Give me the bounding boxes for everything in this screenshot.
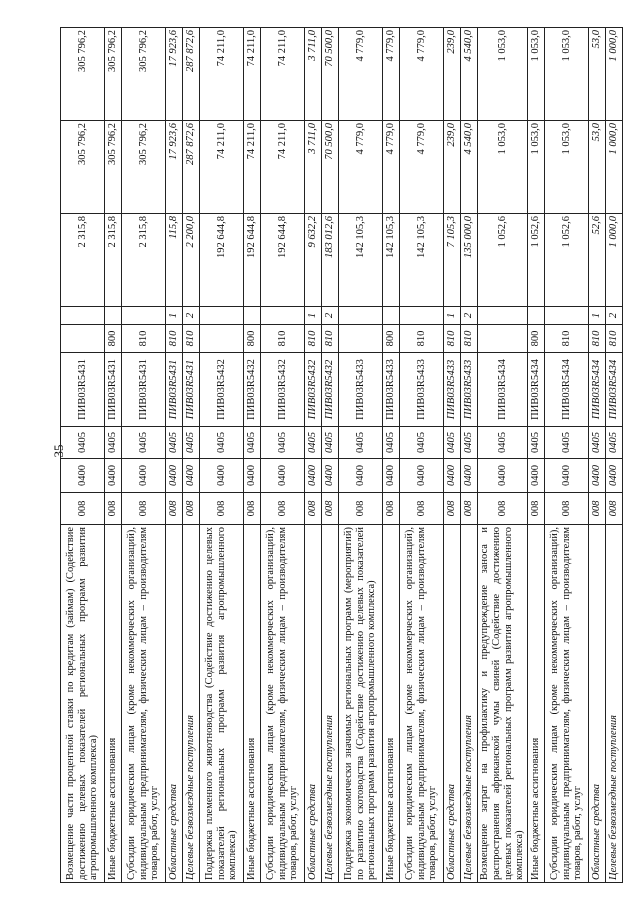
gr-code: 008 xyxy=(305,493,322,525)
podrazdel-code: 0405 xyxy=(444,427,461,459)
amount-year-1: 115,8 xyxy=(166,214,183,307)
amount-year-1: 142 105,3 xyxy=(383,214,400,307)
expense-type-code: 800 xyxy=(383,325,400,353)
expense-type-code xyxy=(200,325,244,353)
target-article-code: ПИВ03R5431 xyxy=(122,353,166,427)
budget-table-container xyxy=(60,28,620,883)
gr-code: 008 xyxy=(545,493,589,525)
amount-year-1: 192 644,8 xyxy=(244,214,261,307)
target-article-code: ПИВ03R5433 xyxy=(339,353,383,427)
gr-code: 008 xyxy=(383,493,400,525)
podrazdel-code: 0405 xyxy=(261,427,305,459)
table-row xyxy=(61,28,105,883)
amount-year-3: 74 211,0 xyxy=(261,28,305,121)
podrazdel-code: 0405 xyxy=(105,427,122,459)
table-row xyxy=(244,28,261,883)
razdel-code: 0400 xyxy=(166,459,183,493)
table-row xyxy=(545,28,589,883)
source-code xyxy=(545,307,589,325)
amount-year-1: 52,6 xyxy=(589,214,606,307)
expense-type-code: 810 xyxy=(589,325,606,353)
table-row xyxy=(606,28,623,883)
amount-year-2: 239,0 xyxy=(444,121,461,214)
row-name: Иные бюджетные ассигнования xyxy=(383,525,400,883)
amount-year-2: 70 500,0 xyxy=(322,121,339,214)
table-row xyxy=(444,28,461,883)
source-code: 2 xyxy=(461,307,478,325)
gr-code: 008 xyxy=(244,493,261,525)
amount-year-2: 1 000,0 xyxy=(606,121,623,214)
amount-year-3: 239,0 xyxy=(444,28,461,121)
source-code: 1 xyxy=(305,307,322,325)
source-code xyxy=(200,307,244,325)
amount-year-1: 135 000,0 xyxy=(461,214,478,307)
amount-year-2: 4 779,0 xyxy=(400,121,444,214)
amount-year-3: 1 053,0 xyxy=(545,28,589,121)
expense-type-code: 810 xyxy=(305,325,322,353)
podrazdel-code: 0405 xyxy=(200,427,244,459)
gr-code: 008 xyxy=(606,493,623,525)
row-name: Субсидии юридическим лицам (кроме некоммерческих организаций), индивидуальным предпринимателям, физическим лицам – производителям товаров, работ, услуг xyxy=(122,525,166,883)
gr-code: 008 xyxy=(339,493,383,525)
expense-type-code: 810 xyxy=(122,325,166,353)
expense-type-code: 810 xyxy=(545,325,589,353)
gr-code: 008 xyxy=(200,493,244,525)
source-code xyxy=(383,307,400,325)
amount-year-3: 4 779,0 xyxy=(383,28,400,121)
amount-year-2: 4 779,0 xyxy=(383,121,400,214)
target-article-code: ПИВ03R5433 xyxy=(444,353,461,427)
target-article-code: ПИВ03R5434 xyxy=(589,353,606,427)
row-name: Поддержка племенного животноводства (Содействие достижению целевых показателей региональных программ развития агропромышленного комплекса) xyxy=(200,525,244,883)
row-name: Целевые безвозмездные поступления xyxy=(322,525,339,883)
podrazdel-code: 0405 xyxy=(122,427,166,459)
gr-code: 008 xyxy=(589,493,606,525)
podrazdel-code: 0405 xyxy=(61,427,105,459)
table-row xyxy=(261,28,305,883)
target-article-code: ПИВ03R5431 xyxy=(166,353,183,427)
razdel-code: 0400 xyxy=(261,459,305,493)
table-row xyxy=(122,28,166,883)
source-code xyxy=(244,307,261,325)
podrazdel-code: 0405 xyxy=(183,427,200,459)
table-row xyxy=(339,28,383,883)
table-row xyxy=(322,28,339,883)
amount-year-1: 2 315,8 xyxy=(122,214,166,307)
razdel-code: 0400 xyxy=(545,459,589,493)
target-article-code: ПИВ03R5434 xyxy=(528,353,545,427)
source-code xyxy=(400,307,444,325)
amount-year-3: 70 500,0 xyxy=(322,28,339,121)
target-article-code: ПИВ03R5432 xyxy=(200,353,244,427)
source-code xyxy=(528,307,545,325)
amount-year-2: 1 053,0 xyxy=(545,121,589,214)
row-name: Целевые безвозмездные поступления xyxy=(461,525,478,883)
source-code: 2 xyxy=(606,307,623,325)
row-name: Иные бюджетные ассигнования xyxy=(244,525,261,883)
podrazdel-code: 0405 xyxy=(545,427,589,459)
amount-year-1: 142 105,3 xyxy=(339,214,383,307)
amount-year-2: 74 211,0 xyxy=(244,121,261,214)
razdel-code: 0400 xyxy=(461,459,478,493)
gr-code: 008 xyxy=(183,493,200,525)
amount-year-3: 74 211,0 xyxy=(200,28,244,121)
amount-year-2: 4 540,0 xyxy=(461,121,478,214)
razdel-code: 0400 xyxy=(305,459,322,493)
target-article-code: ПИВ03R5434 xyxy=(545,353,589,427)
table-row xyxy=(400,28,444,883)
amount-year-3: 1 053,0 xyxy=(528,28,545,121)
razdel-code: 0400 xyxy=(444,459,461,493)
budget-table-body xyxy=(61,28,623,883)
expense-type-code: 810 xyxy=(166,325,183,353)
row-name: Областные средства xyxy=(444,525,461,883)
row-name: Областные средства xyxy=(166,525,183,883)
row-name: Областные средства xyxy=(589,525,606,883)
gr-code: 008 xyxy=(444,493,461,525)
podrazdel-code: 0405 xyxy=(606,427,623,459)
table-row xyxy=(589,28,606,883)
table-row xyxy=(105,28,122,883)
expense-type-code xyxy=(339,325,383,353)
table-row xyxy=(383,28,400,883)
target-article-code: ПИВ03R5432 xyxy=(305,353,322,427)
amount-year-1: 192 644,8 xyxy=(200,214,244,307)
expense-type-code xyxy=(478,325,528,353)
podrazdel-code: 0405 xyxy=(339,427,383,459)
table-row xyxy=(478,28,528,883)
gr-code: 008 xyxy=(261,493,305,525)
expense-type-code: 800 xyxy=(105,325,122,353)
podrazdel-code: 0405 xyxy=(322,427,339,459)
amount-year-3: 4 779,0 xyxy=(400,28,444,121)
source-code xyxy=(478,307,528,325)
row-name: Целевые безвозмездные поступления xyxy=(606,525,623,883)
razdel-code: 0400 xyxy=(478,459,528,493)
expense-type-code: 810 xyxy=(261,325,305,353)
target-article-code: ПИВ03R5433 xyxy=(400,353,444,427)
table-row xyxy=(461,28,478,883)
amount-year-3: 53,0 xyxy=(589,28,606,121)
gr-code: 008 xyxy=(122,493,166,525)
amount-year-2: 53,0 xyxy=(589,121,606,214)
amount-year-2: 305 796,2 xyxy=(105,121,122,214)
budget-table xyxy=(60,27,623,883)
amount-year-2: 305 796,2 xyxy=(122,121,166,214)
amount-year-1: 1 052,6 xyxy=(545,214,589,307)
expense-type-code: 810 xyxy=(461,325,478,353)
amount-year-3: 287 872,6 xyxy=(183,28,200,121)
target-article-code: ПИВ03R5432 xyxy=(261,353,305,427)
gr-code: 008 xyxy=(528,493,545,525)
razdel-code: 0400 xyxy=(606,459,623,493)
podrazdel-code: 0405 xyxy=(528,427,545,459)
gr-code: 008 xyxy=(400,493,444,525)
podrazdel-code: 0405 xyxy=(244,427,261,459)
row-name: Иные бюджетные ассигнования xyxy=(528,525,545,883)
amount-year-2: 1 053,0 xyxy=(478,121,528,214)
amount-year-1: 1 052,6 xyxy=(478,214,528,307)
gr-code: 008 xyxy=(478,493,528,525)
target-article-code: ПИВ03R5434 xyxy=(606,353,623,427)
source-code xyxy=(61,307,105,325)
row-name: Возмещение части процентной ставки по кредитам (займам) (Содействие достижению целевых показателей региональных программ развития агропромышленного комплекса) xyxy=(61,525,105,883)
target-article-code: ПИВ03R5433 xyxy=(383,353,400,427)
expense-type-code: 810 xyxy=(322,325,339,353)
row-name: Поддержка экономически значимых региональных программ (мероприятий) по развитию скотоводства (Содействие достижению целевых показателей региональных программ развития агропромышленного комплекса) xyxy=(339,525,383,883)
source-code xyxy=(339,307,383,325)
target-article-code: ПИВ03R5432 xyxy=(244,353,261,427)
row-name: Субсидии юридическим лицам (кроме некоммерческих организаций), индивидуальным предпринимателям, физическим лицам – производителям товаров, работ, услуг xyxy=(400,525,444,883)
amount-year-1: 183 012,6 xyxy=(322,214,339,307)
amount-year-1: 1 000,0 xyxy=(606,214,623,307)
razdel-code: 0400 xyxy=(589,459,606,493)
amount-year-3: 4 779,0 xyxy=(339,28,383,121)
amount-year-3: 1 000,0 xyxy=(606,28,623,121)
page-number: 35 xyxy=(51,444,66,458)
gr-code: 008 xyxy=(461,493,478,525)
podrazdel-code: 0405 xyxy=(461,427,478,459)
expense-type-code: 810 xyxy=(400,325,444,353)
source-code: 1 xyxy=(166,307,183,325)
razdel-code: 0400 xyxy=(339,459,383,493)
row-name: Субсидии юридическим лицам (кроме некоммерческих организаций), индивидуальным предпринимателям, физическим лицам – производителям товаров, работ, услуг xyxy=(545,525,589,883)
podrazdel-code: 0405 xyxy=(400,427,444,459)
target-article-code: ПИВ03R5432 xyxy=(322,353,339,427)
razdel-code: 0400 xyxy=(400,459,444,493)
row-name: Иные бюджетные ассигнования xyxy=(105,525,122,883)
source-code xyxy=(105,307,122,325)
amount-year-1: 7 105,3 xyxy=(444,214,461,307)
expense-type-code: 810 xyxy=(444,325,461,353)
table-row xyxy=(200,28,244,883)
table-row xyxy=(305,28,322,883)
target-article-code: ПИВ03R5431 xyxy=(183,353,200,427)
amount-year-2: 74 211,0 xyxy=(200,121,244,214)
razdel-code: 0400 xyxy=(61,459,105,493)
amount-year-3: 4 540,0 xyxy=(461,28,478,121)
razdel-code: 0400 xyxy=(122,459,166,493)
expense-type-code: 800 xyxy=(528,325,545,353)
source-code: 2 xyxy=(183,307,200,325)
expense-type-code: 810 xyxy=(606,325,623,353)
podrazdel-code: 0405 xyxy=(478,427,528,459)
razdel-code: 0400 xyxy=(322,459,339,493)
amount-year-2: 4 779,0 xyxy=(339,121,383,214)
amount-year-2: 287 872,6 xyxy=(183,121,200,214)
amount-year-1: 2 200,0 xyxy=(183,214,200,307)
row-name: Субсидии юридическим лицам (кроме некоммерческих организаций), индивидуальным предпринимателям, физическим лицам – производителям товаров, работ, услуг xyxy=(261,525,305,883)
expense-type-code: 810 xyxy=(183,325,200,353)
razdel-code: 0400 xyxy=(200,459,244,493)
source-code: 1 xyxy=(444,307,461,325)
amount-year-3: 305 796,2 xyxy=(122,28,166,121)
amount-year-1: 142 105,3 xyxy=(400,214,444,307)
source-code: 2 xyxy=(322,307,339,325)
amount-year-1: 2 315,8 xyxy=(61,214,105,307)
gr-code: 008 xyxy=(166,493,183,525)
podrazdel-code: 0405 xyxy=(383,427,400,459)
razdel-code: 0400 xyxy=(383,459,400,493)
target-article-code: ПИВ03R5431 xyxy=(61,353,105,427)
gr-code: 008 xyxy=(105,493,122,525)
amount-year-1: 192 644,8 xyxy=(261,214,305,307)
amount-year-1: 2 315,8 xyxy=(105,214,122,307)
razdel-code: 0400 xyxy=(528,459,545,493)
row-name: Областные средства xyxy=(305,525,322,883)
amount-year-3: 305 796,2 xyxy=(105,28,122,121)
target-article-code: ПИВ03R5431 xyxy=(105,353,122,427)
amount-year-1: 9 632,2 xyxy=(305,214,322,307)
amount-year-2: 74 211,0 xyxy=(261,121,305,214)
amount-year-3: 74 211,0 xyxy=(244,28,261,121)
amount-year-2: 17 923,6 xyxy=(166,121,183,214)
amount-year-3: 1 053,0 xyxy=(478,28,528,121)
source-code xyxy=(261,307,305,325)
amount-year-2: 305 796,2 xyxy=(61,121,105,214)
table-row xyxy=(528,28,545,883)
razdel-code: 0400 xyxy=(105,459,122,493)
razdel-code: 0400 xyxy=(244,459,261,493)
amount-year-2: 3 711,0 xyxy=(305,121,322,214)
podrazdel-code: 0405 xyxy=(166,427,183,459)
table-row xyxy=(183,28,200,883)
source-code: 1 xyxy=(589,307,606,325)
amount-year-3: 305 796,2 xyxy=(61,28,105,121)
podrazdel-code: 0405 xyxy=(589,427,606,459)
row-name: Целевые безвозмездные поступления xyxy=(183,525,200,883)
row-name: Возмещение затрат на профилактику и предупреждение заноса и распространения африканской чумы свиней (Содействие достижению целевых показателей региональных программ развития агропромышленного комплекса) xyxy=(478,525,528,883)
table-row xyxy=(166,28,183,883)
podrazdel-code: 0405 xyxy=(305,427,322,459)
gr-code: 008 xyxy=(61,493,105,525)
expense-type-code xyxy=(61,325,105,353)
target-article-code: ПИВ03R5434 xyxy=(478,353,528,427)
expense-type-code: 800 xyxy=(244,325,261,353)
amount-year-1: 1 052,6 xyxy=(528,214,545,307)
target-article-code: ПИВ03R5433 xyxy=(461,353,478,427)
amount-year-3: 3 711,0 xyxy=(305,28,322,121)
gr-code: 008 xyxy=(322,493,339,525)
source-code xyxy=(122,307,166,325)
rotated-landscape-page xyxy=(60,28,620,883)
razdel-code: 0400 xyxy=(183,459,200,493)
amount-year-2: 1 053,0 xyxy=(528,121,545,214)
amount-year-3: 17 923,6 xyxy=(166,28,183,121)
